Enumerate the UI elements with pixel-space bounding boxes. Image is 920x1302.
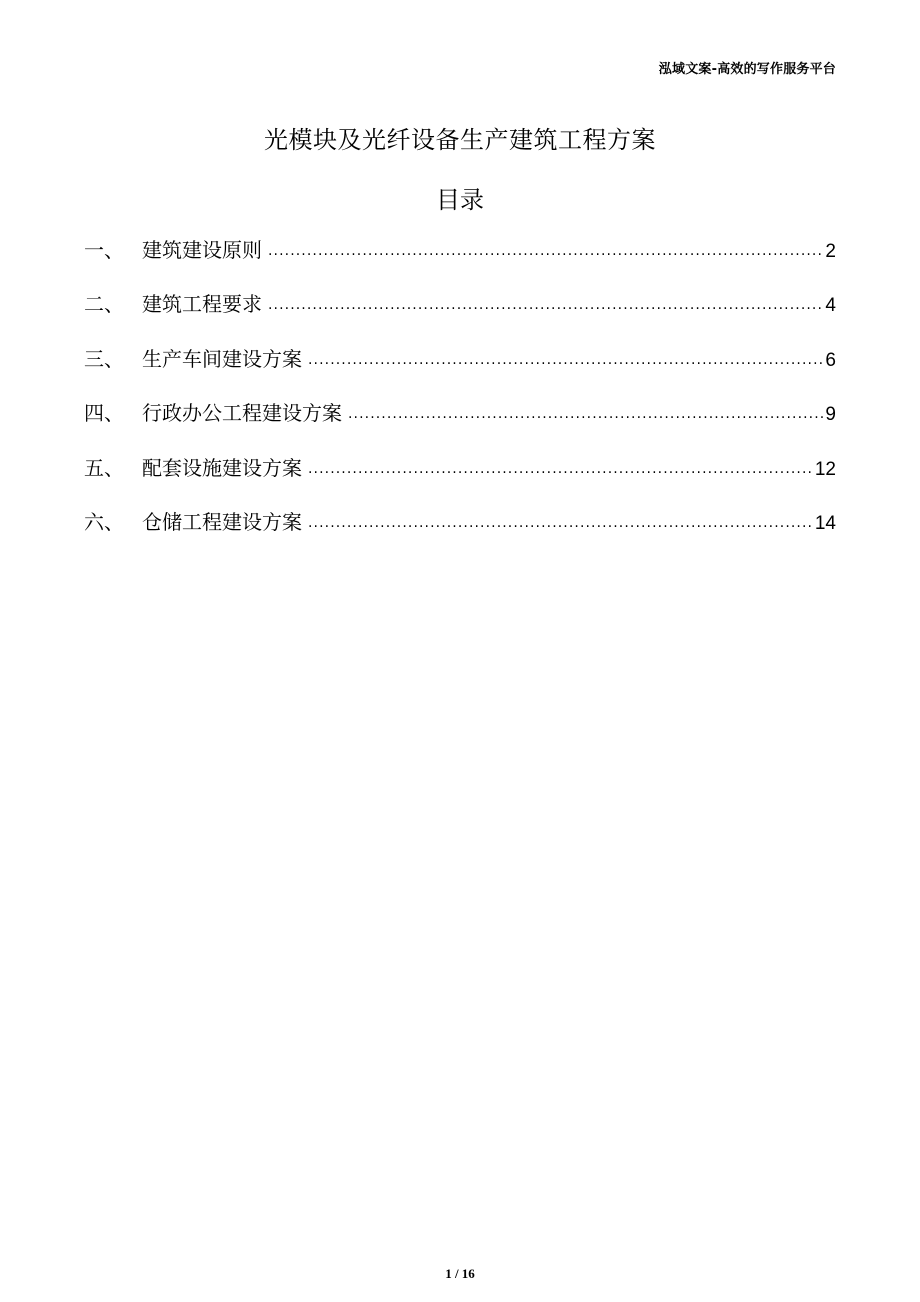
- toc-entry-title[interactable]: 生产车间建设方案: [142, 346, 302, 371]
- toc-entry-page[interactable]: 9: [825, 404, 836, 426]
- toc-entry[interactable]: [84, 397, 836, 451]
- toc-entry[interactable]: [84, 234, 836, 288]
- toc-leader-dots: [348, 406, 823, 422]
- toc-entry-page[interactable]: 12: [814, 458, 836, 480]
- toc-entry[interactable]: [84, 452, 836, 506]
- toc-entry-title[interactable]: 仓储工程建设方案: [142, 509, 302, 534]
- toc-entry[interactable]: [84, 506, 836, 560]
- toc-entry[interactable]: [84, 288, 836, 342]
- toc-leader-dots: [308, 515, 813, 531]
- toc-entry-number: 五、: [84, 455, 124, 480]
- toc-heading: 目录: [436, 186, 484, 214]
- toc-entry-page[interactable]: 6: [825, 349, 836, 371]
- toc-entry-number: 二、: [84, 292, 124, 317]
- toc-entry-title[interactable]: 建筑工程要求: [142, 292, 262, 317]
- toc-entry-title[interactable]: 建筑建设原则: [142, 238, 262, 262]
- document-title: 光模块及光纤设备生产建筑工程方案: [264, 126, 656, 154]
- toc-entry-page[interactable]: 2: [825, 241, 836, 262]
- toc-entry-number: 四、: [84, 401, 124, 426]
- toc-entry[interactable]: [84, 343, 836, 397]
- toc-leader-dots: [308, 352, 823, 368]
- toc-entry-page[interactable]: 14: [814, 512, 836, 534]
- toc-entry-title[interactable]: 配套设施建设方案: [142, 455, 302, 480]
- table-of-contents: [84, 234, 836, 560]
- toc-entry-number: 三、: [84, 346, 124, 371]
- toc-entry-number: 六、: [84, 509, 124, 534]
- page-indicator: 1 / 16: [445, 1266, 475, 1281]
- toc-entry-title[interactable]: 行政办公工程建设方案: [142, 401, 342, 426]
- toc-entry-number: 一、: [84, 238, 124, 262]
- toc-leader-dots: [268, 243, 823, 259]
- header-divider: [84, 82, 836, 83]
- toc-leader-dots: [268, 297, 823, 313]
- toc-entry-page[interactable]: 4: [825, 295, 836, 317]
- header-brand: 泓域文案-高效的写作服务平台: [658, 62, 836, 77]
- toc-leader-dots: [308, 461, 813, 477]
